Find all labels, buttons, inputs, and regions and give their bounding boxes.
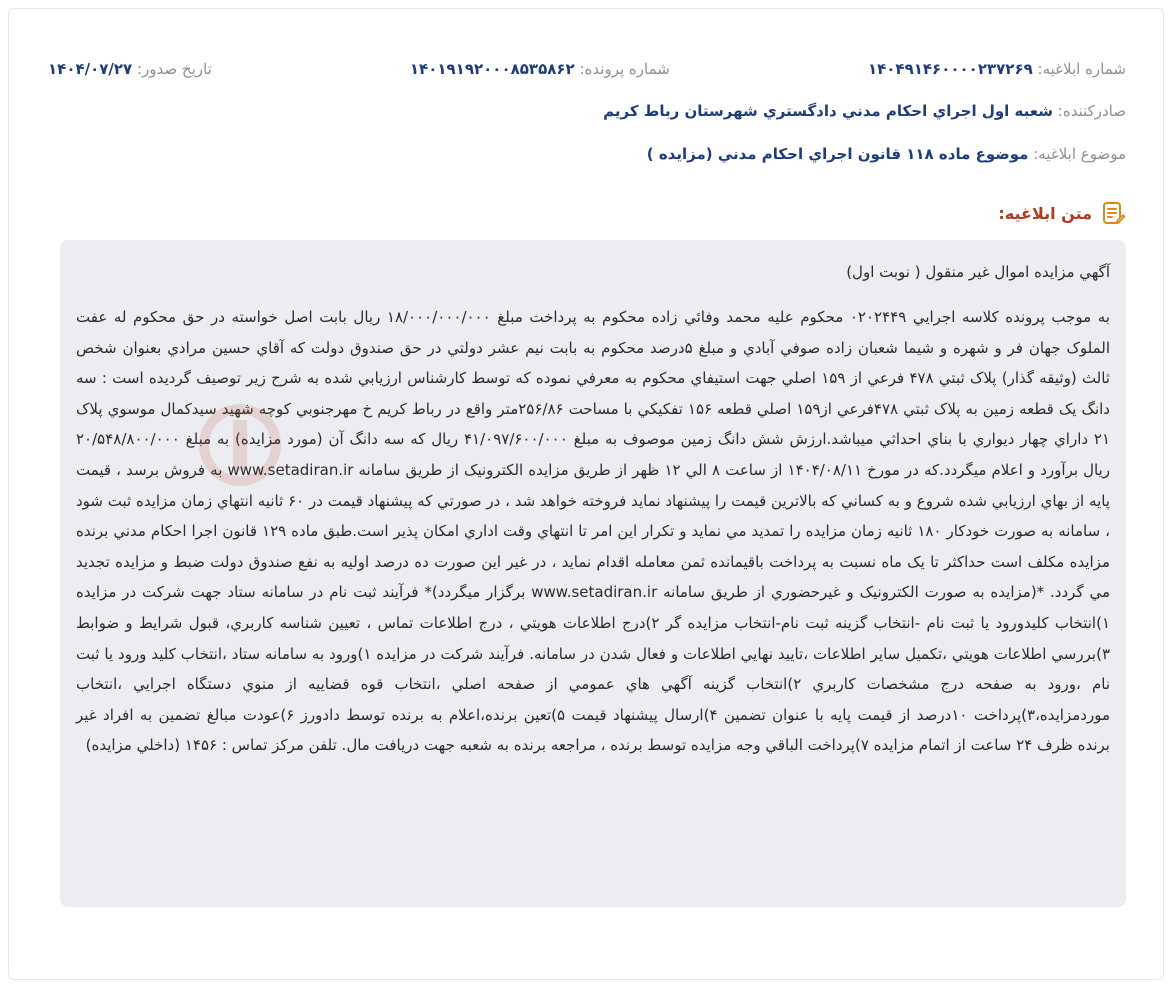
- case-number: [410, 58, 670, 80]
- notice-number-value: ۱۴۰۴۹۱۴۶۰۰۰۰۲۳۷۲۶۹: [867, 60, 1033, 78]
- issue-date: [48, 58, 212, 80]
- meta-row-numbers: [48, 58, 1126, 80]
- issuer-value: شعبه اول اجراي احکام مدني دادگستري شهرستان رباط کريم: [603, 102, 1053, 120]
- notice-number-label: شماره ابلاغيه:: [1037, 60, 1126, 78]
- auction-heading: آگهي مزايده اموال غير منقول ( نوبت اول): [846, 263, 1110, 281]
- subject-label: موضوع ابلاغيه:: [1033, 145, 1126, 163]
- notice-content-box: [60, 240, 1126, 907]
- issuer-row: [48, 100, 1126, 122]
- notice-text-title: [998, 200, 1126, 226]
- case-number-value: ۱۴۰۱۹۱۹۲۰۰۰۸۵۳۵۸۶۲: [409, 60, 575, 78]
- notepad-icon: [1100, 200, 1126, 226]
- notice-number: [868, 58, 1126, 80]
- subject-value: موضوع ماده ۱۱۸ قانون اجراي احکام مدني (مزايده ): [646, 145, 1029, 163]
- issuer-label: صادرکننده:: [1057, 102, 1126, 120]
- case-number-label: شماره پرونده:: [579, 60, 670, 78]
- notice-text-title-label: متن ابلاغيه:: [998, 203, 1092, 223]
- issue-date-label: تاريخ صدور:: [137, 60, 212, 78]
- subject-row: [48, 143, 1126, 165]
- auction-body-text: به موجب پرونده کلاسه اجرايي ۰۲۰۲۴۴۹ محکوم عليه محمد وفائي زاده محکوم به پرداخت مبلغ ۱۸/۰۰۰/۰۰۰/۰۰۰ ريال بابت اصل خواسته در حق محکوم له عفت الملوک جهان فر و شهره و شيما شعبان زاده صوفي آبادي و مبلغ ۵درصد محکوم به بابت نيم عشر دولتي در حق صندوق دولت که آقاي حسين مرادي بعنوان شخص ثالث (وثيقه گذار) پلاک ثبتي ۴۷۸ فرعي از ۱۵۹ اصلي جهت استيفاي محکوم به معرفي نموده که توسط کارشناس ارزيابي شده به شرح زير توصيف گرديده است : سه دانگ يک قطعه زمين به پلاک ثبتي ۴۷۸فرعي از۱۵۹ اصلي قطعه ۱۵۶ تفکيکي با مساحت ۲۵۶/۸۶متر واقع در رباط کريم خ مهرجنوبي کوچه شهيد سيدکمال موسوي پلاک ۲۱ داراي چهار ديواري با بناي احداثي ميباشد.ارزش شش دانگ زمين موصوف به مبلغ ۴۱/۰۹۷/۶۰۰/۰۰۰ ريال که سه دانگ آن (مورد مزايده) به مبلغ ۲۰/۵۴۸/۸۰۰/۰۰۰ ريال برآورد و اعلام ميگردد.که در مورخ ۱۴۰۴/۰۸/۱۱ از ساعت ۸ الي ۱۲ ظهر از طريق مزايده الکترونيک از طريق سامانه www.setadiran.ir به فروش برسد ، قيمت پايه از بهاي ارزيابي شده شروع و به کساني که بالاترين قيمت را پيشنهاد نمايد فروخته خواهد شد ، در صورتي که پيشنهاد قيمت در ۶۰ ثانيه انتهاي زمان مزايده ثبت شود ، سامانه به صورت خودکار ۱۸۰ ثانيه زمان مزايده را تمديد مي نمايد و تکرار اين امر تا انتهاي وقت اداري امکان پذير است.طبق ماده ۱۲۹ قانون اجرا احکام مدني برنده مزايده مکلف است حداکثر تا يک ماه نسبت به پرداخت باقيمانده ثمن معامله اقدام نمايد ، در غير اين صورت ده درصد اوليه به نفع صندوق دولت ضبط و مزايده تجديد مي گردد. *(مزايده به صورت الکترونيک و غيرحضوري از طريق سامانه www.setadiran.ir برگزار ميگردد)* فرآيند ثبت نام در سامانه ستاد جهت شرکت در مزايده ۱)انتخاب کليدورود يا ثبت نام -انتخاب گزينه ثبت نام-انتخاب مزايده گر ۲)درج اطلاعات هويتي ، درج اطلاعات تماس ، تعيين شناسه کاربري، قبول شرايط و ضوابط ۳)بررسي اطلاعات هويتي ،تکميل ساير اطلاعات ،تاييد نهايي اطلاعات و فعال شدن در سامانه. فرآيند شرکت در مزايده ۱)ورود به سامانه ستاد ،انتخاب کليد ورود يا ثبت نام ،ورود به صفحه درج مشخصات کاربري ۲)انتخاب گزينه آگهي هاي عمومي از صفحه اصلي ،انتخاب قوه قضاييه از منوي دستگاه اجرايي ،انتخاب موردمزايده،۳)پرداخت ۱۰درصد از قيمت پايه با عنوان تضمين ۴)ارسال پيشنهاد قيمت ۵)تعين برنده،اعلام به برنده توسط دادورز ۶)عودت مبالغ تضمين به افراد غير برنده ظرف ۲۴ ساعت از اتمام مزايده ۷)پرداخت الباقي وجه مزايده توسط برنده ، مراجعه برنده به شعبه جهت دريافت مال. تلفن مرکز تماس : ۱۴۵۶ (داخلي مزايده): [76, 308, 1111, 755]
- issue-date-value: ۱۴۰۴/۰۷/۲۷: [48, 60, 133, 78]
